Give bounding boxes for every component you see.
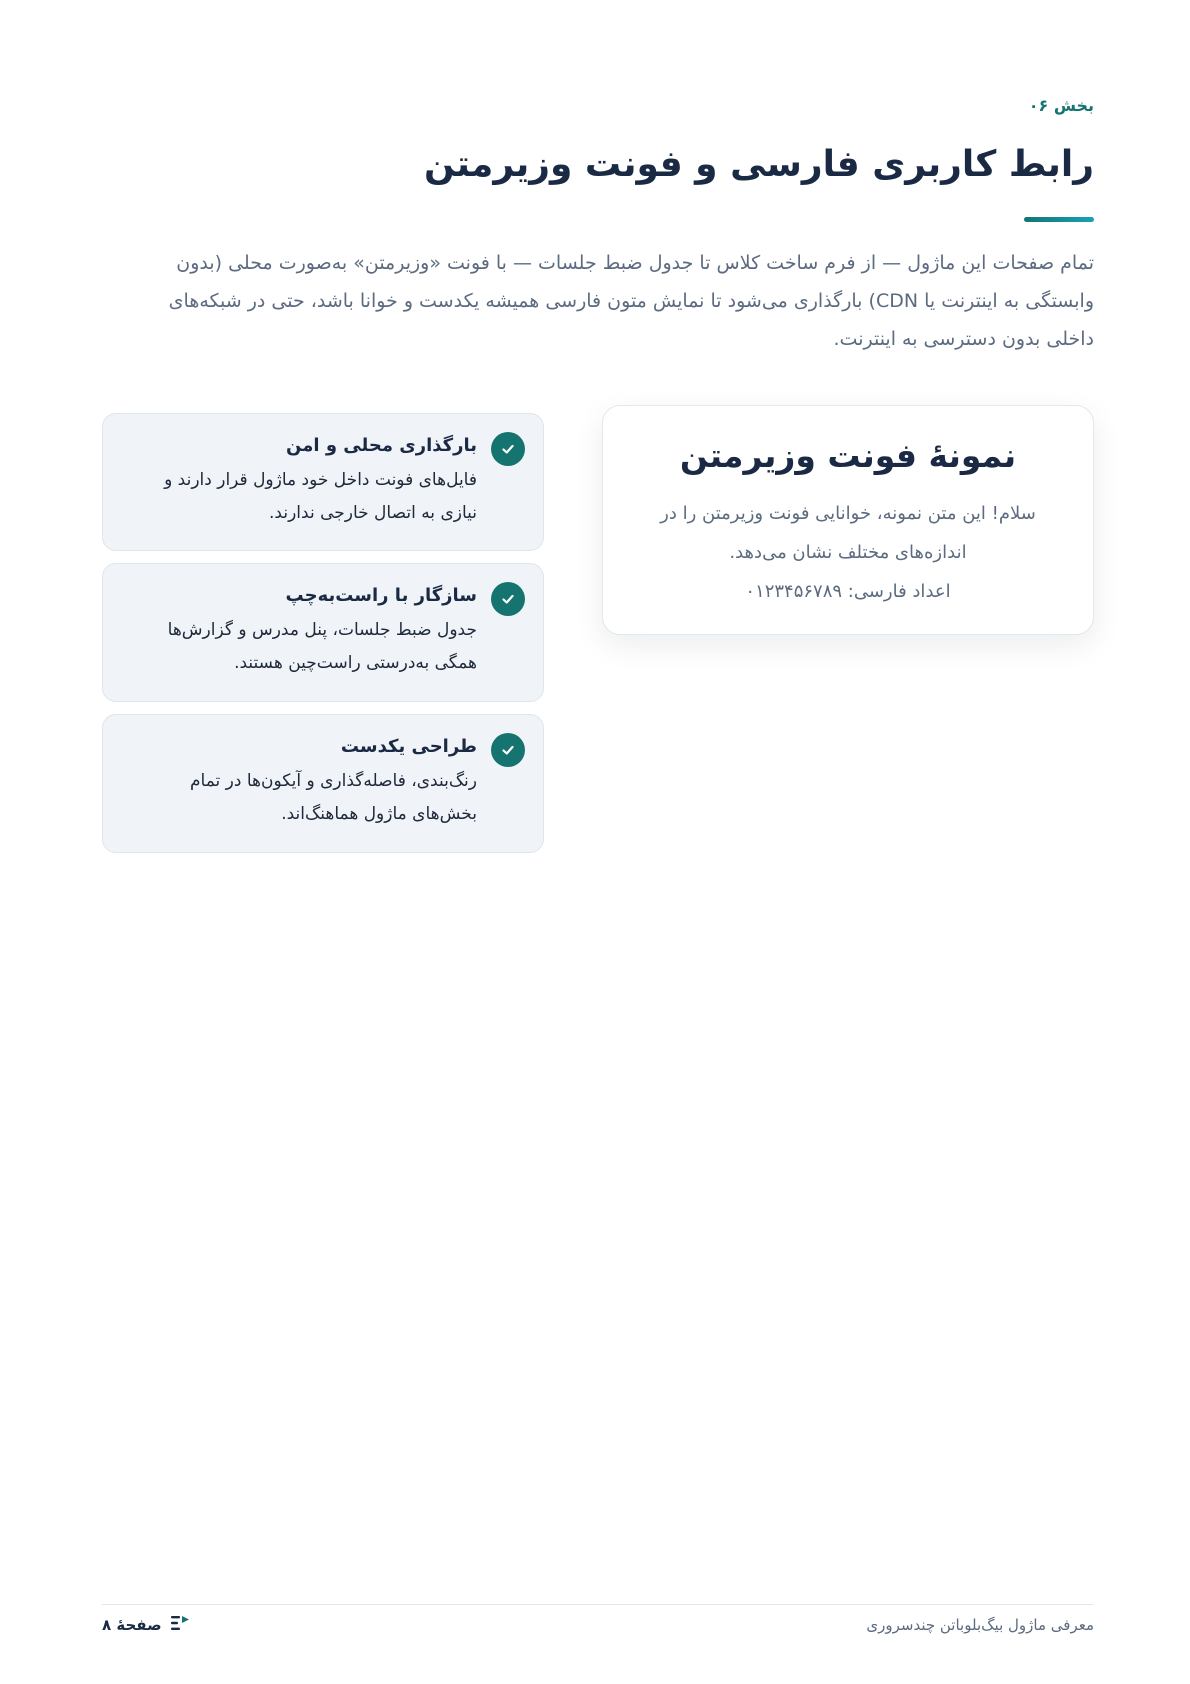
- footer-page-info: [102, 1614, 190, 1636]
- footer-divider: [102, 1604, 1094, 1605]
- check-icon: [491, 733, 525, 767]
- feature-list: [102, 413, 544, 865]
- page-title: رابط کاربری فارسی و فونت وزیرمتن: [423, 144, 1094, 185]
- module-logo-icon: [170, 1614, 190, 1636]
- feature-title: بارگذاری محلی و امن: [286, 435, 477, 456]
- sample-title: نمونهٔ فونت وزیرمتن: [679, 436, 1017, 475]
- feature-description: رنگ‌بندی، فاصله‌گذاری و آیکون‌ها در تمام بخش‌های ماژول هماهنگ‌اند.: [190, 771, 477, 824]
- sample-digits: اعداد فارسی: ۰۱۲۳۴۵۶۷۸۹: [745, 581, 951, 602]
- section-kicker: بخش ۰۶: [1028, 96, 1094, 115]
- feature-title: طراحی یکدست: [340, 736, 477, 757]
- footer-text: معرفی ماژول بیگ‌بلوباتن چندسروری: [866, 1616, 1094, 1634]
- check-icon: [491, 582, 525, 616]
- title-underline: [1024, 217, 1094, 222]
- check-icon: [491, 432, 525, 466]
- feature-card: [102, 714, 544, 853]
- feature-description: جدول ضبط جلسات، پنل مدرس و گزارش‌ها همگی به‌درستی راست‌چین هستند.: [167, 620, 477, 673]
- font-sample-card: [602, 405, 1094, 635]
- feature-card: [102, 563, 544, 702]
- sample-text: سلام! این متن نمونه، خوانایی فونت وزیرمتن را در اندازه‌های مختلف نشان می‌دهد.: [660, 503, 1036, 563]
- page-number: صفحهٔ ۸: [102, 1616, 162, 1634]
- feature-description: فایل‌های فونت داخل خود ماژول قرار دارند و نیازی به اتصال خارجی ندارند.: [164, 470, 477, 523]
- feature-title: سازگار با راست‌به‌چپ: [285, 585, 477, 606]
- intro-paragraph: تمام صفحات این ماژول — از فرم ساخت کلاس تا جدول ضبط جلسات — با فونت «وزیرمتن» به‌صورت محلی (بدون وابستگی به اینترنت یا CDN) بارگذاری می‌شود تا نمایش متون فارسی همیشه یکدست و خوانا باشد، حتی در شبکه‌های داخلی بدون دسترسی به اینترنت.: [168, 252, 1094, 350]
- feature-card: [102, 413, 544, 551]
